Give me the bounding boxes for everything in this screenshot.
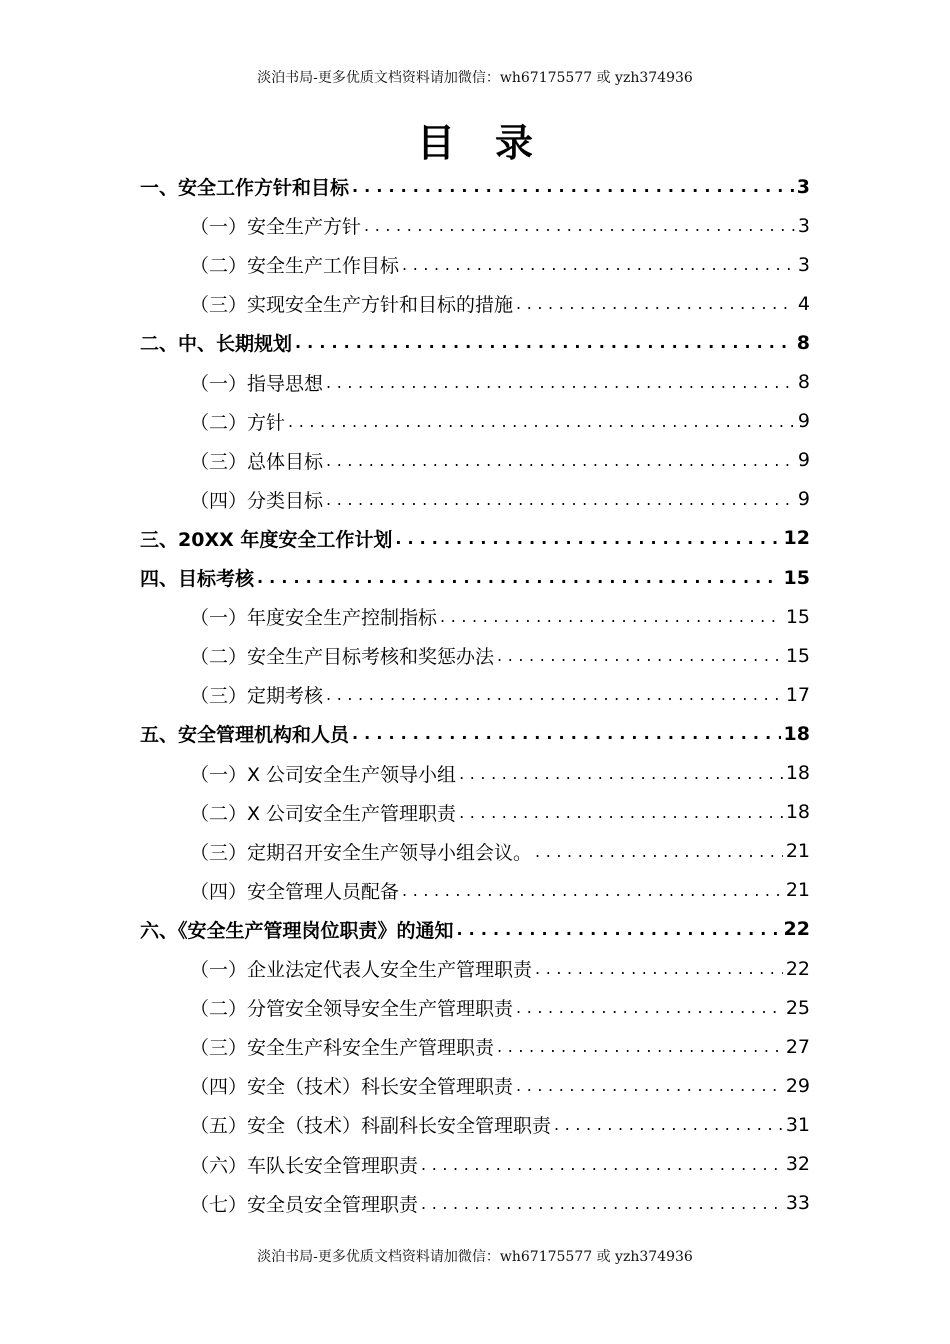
toc-page-number: 9	[797, 488, 810, 511]
toc-page-number: 8	[796, 331, 810, 354]
toc-chapter-entry[interactable]	[140, 558, 810, 597]
toc-section-entry[interactable]	[190, 988, 810, 1027]
toc-dot-leader	[516, 998, 783, 1017]
toc-dot-leader	[421, 1194, 783, 1213]
toc-entry-title: 五、安全管理机构和人员	[140, 724, 350, 747]
toc-dot-leader	[395, 529, 780, 548]
toc-page-number: 15	[785, 605, 810, 628]
toc-section-entry[interactable]	[190, 206, 810, 245]
toc-page-number: 33	[785, 1192, 810, 1215]
toc-section-entry[interactable]	[190, 284, 810, 323]
page-footer-note: 淡泊书局-更多优质文档资料请加微信：wh67175577 或 yzh374936	[257, 1249, 693, 1265]
toc-entry-title: （三）实现安全生产方针和目标的措施	[190, 294, 514, 317]
toc-dot-leader	[288, 412, 795, 431]
toc-dot-leader	[497, 1037, 783, 1056]
toc-section-entry[interactable]	[190, 1145, 810, 1184]
toc-dot-leader	[352, 724, 781, 743]
toc-section-entry[interactable]	[190, 675, 810, 714]
toc-dot-leader	[516, 1076, 783, 1095]
toc-section-entry[interactable]	[190, 597, 810, 636]
toc-dot-leader	[459, 803, 783, 822]
toc-page-number: 9	[797, 449, 810, 472]
toc-chapter-entry[interactable]	[140, 167, 810, 206]
toc-chapter-entry[interactable]	[140, 323, 810, 362]
toc-entry-title: 二、中、长期规划	[140, 333, 293, 356]
toc-page-number: 18	[785, 762, 810, 784]
toc-dot-leader	[326, 490, 795, 509]
toc-dot-leader	[326, 451, 795, 470]
toc-page-number: 18	[785, 801, 810, 824]
toc-dot-leader	[459, 764, 783, 783]
toc-entry-title: （三）定期考核	[190, 685, 324, 708]
toc-dot-leader	[326, 373, 795, 392]
toc-entry-title: （二）X 公司安全生产管理职责	[190, 802, 457, 825]
toc-entry-title: （二）安全生产工作目标	[190, 255, 400, 278]
toc-page-number: 29	[785, 1074, 810, 1097]
toc-page-number: 27	[785, 1035, 810, 1058]
toc-entry-title: （一）安全生产方针	[190, 216, 362, 239]
toc-dot-leader	[497, 646, 783, 665]
toc-section-entry[interactable]	[190, 480, 810, 519]
toc-page-number: 32	[785, 1153, 810, 1175]
toc-entry-title: 一、安全工作方针和目标	[140, 177, 350, 199]
toc-page-number: 22	[783, 918, 810, 941]
toc-dot-leader	[402, 881, 783, 900]
toc-dot-leader	[535, 959, 783, 978]
toc-dot-leader	[295, 333, 794, 352]
toc-entry-title: （三）总体目标	[190, 450, 324, 473]
toc-entry-title: （四）安全（技术）科长安全管理职责	[190, 1076, 514, 1099]
toc-page-number: 25	[785, 996, 810, 1019]
toc-page-number: 18	[783, 722, 810, 745]
toc-section-entry[interactable]	[190, 793, 810, 832]
toc-entry-title: （一）年度安全生产控制指标	[190, 607, 438, 630]
page-header-note: 淡泊书局-更多优质文档资料请加微信：wh67175577 或 yzh374936	[257, 70, 693, 86]
page-title: 目录	[416, 121, 573, 165]
toc-section-entry[interactable]	[190, 636, 810, 675]
toc-dot-leader	[440, 607, 783, 626]
toc-page-number: 3	[796, 175, 810, 198]
toc-section-entry[interactable]	[190, 949, 810, 988]
toc-entry-title: （四）分类目标	[190, 489, 324, 512]
toc-entry-title: （一）X 公司安全生产领导小组	[190, 763, 457, 786]
toc-dot-leader	[457, 920, 781, 939]
toc-page-number: 12	[783, 527, 810, 550]
toc-section-entry[interactable]	[190, 832, 810, 871]
toc-entry-title: （一）企业法定代表人安全生产管理职责	[190, 959, 533, 981]
toc-dot-leader	[516, 294, 795, 313]
toc-page-number: 3	[797, 214, 810, 237]
toc-section-entry[interactable]	[190, 402, 810, 441]
toc-entry-title: （一）指导思想	[190, 372, 324, 395]
toc-page-number: 8	[797, 371, 810, 393]
toc-page-number: 9	[797, 410, 810, 433]
toc-dot-leader	[257, 568, 781, 587]
toc-dot-leader	[402, 255, 795, 274]
toc-dot-leader	[554, 1115, 783, 1134]
toc-section-entry[interactable]	[190, 441, 810, 480]
toc-entry-title: （六）车队长安全管理职责	[190, 1154, 419, 1177]
toc-entry-title: （二）方针	[190, 411, 286, 434]
toc-entry-title: 四、目标考核	[140, 568, 255, 590]
toc-page-number: 31	[785, 1113, 810, 1136]
toc-dot-leader	[352, 177, 794, 196]
toc-chapter-entry[interactable]	[140, 714, 810, 753]
toc-page-number: 21	[785, 879, 810, 902]
toc-chapter-entry[interactable]	[140, 519, 810, 558]
toc-entry-title: （三）安全生产科安全生产管理职责	[190, 1037, 495, 1060]
toc-section-entry[interactable]	[190, 871, 810, 910]
toc-section-entry[interactable]	[190, 1105, 810, 1144]
toc-entry-title: 三、20XX 年度安全工作计划	[140, 528, 393, 551]
toc-section-entry[interactable]	[190, 363, 810, 402]
toc-entry-title: （二）分管安全领导安全生产管理职责	[190, 998, 514, 1021]
toc-entry-title: （四）安全管理人员配备	[190, 880, 400, 903]
toc-page-number: 22	[785, 957, 810, 980]
toc-section-entry[interactable]	[190, 1184, 810, 1223]
toc-entry-title: （五）安全（技术）科副科长安全管理职责	[190, 1115, 552, 1138]
toc-entry-title: 六、《安全生产管理岗位职责》的通知	[140, 919, 454, 942]
toc-section-entry[interactable]	[190, 245, 810, 284]
toc-page-number: 17	[785, 683, 810, 706]
toc-page-number: 15	[785, 644, 810, 667]
toc-section-entry[interactable]	[190, 1066, 810, 1105]
toc-entry-title: （二）安全生产目标考核和奖惩办法	[190, 646, 495, 669]
toc-page-number: 15	[783, 566, 810, 589]
toc-dot-leader	[535, 842, 783, 861]
toc-dot-leader	[326, 685, 783, 704]
toc-entry-title: （三）定期召开安全生产领导小组会议。	[190, 841, 533, 864]
toc-section-entry[interactable]	[190, 754, 810, 793]
toc-chapter-entry[interactable]	[140, 910, 810, 949]
toc-page-number: 21	[785, 840, 810, 863]
toc-page-number: 3	[797, 253, 810, 276]
toc-dot-leader	[421, 1155, 783, 1174]
toc-dot-leader	[364, 216, 795, 235]
toc-entry-title: （七）安全员安全管理职责	[190, 1193, 419, 1216]
toc-section-entry[interactable]	[190, 1027, 810, 1066]
toc-page-number: 4	[797, 292, 810, 315]
